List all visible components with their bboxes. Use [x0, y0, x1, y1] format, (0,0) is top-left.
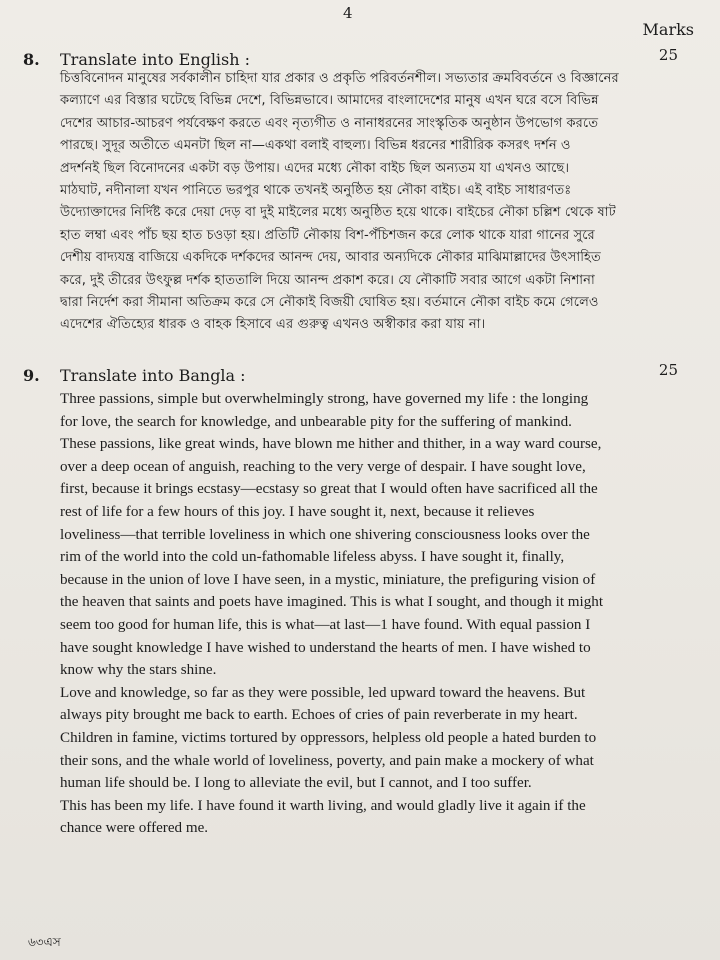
question-8-bangla-passage — [60, 68, 619, 337]
passage-line: for love, the search for knowledge, and unbearable pity for the suffering of mankind. — [60, 413, 572, 430]
question-9-title: Translate into Bangla : — [60, 366, 246, 385]
passage-line: মাঠঘাট, নদীনালা যখন পানিতে ভরপুর থাকে তখনই অনুষ্ঠিত হয় নৌকা বাইচ। এই বাইচ সাধারণতঃ — [60, 183, 572, 199]
passage-line: the heaven that saints and poets have imagined. This is what I sought, and though it might — [60, 594, 604, 611]
passage-line: চিত্তবিনোদন মানুষের সর্বকালীন চাহিদা যার প্রকার ও প্রকৃতি পরিবর্তনশীল। সভ্যতার ক্রমবিবর্তনে ও বিজ্ঞানের — [60, 71, 619, 86]
passage-line: know why the stars shine. — [60, 662, 217, 679]
footer-code: ৬৩এস — [28, 935, 61, 949]
passage-line: Three passions, simple but overwhelmingly strong, have governed my life : the longing — [60, 391, 589, 407]
passage-line: This has been my life. I have found it warth living, and would gladly live it again if the — [60, 797, 586, 814]
passage-line: Love and knowledge, so far as they were possible, led upward toward the heavens. But — [60, 684, 586, 701]
passage-line: human life should be. I long to alleviate the evil, but I cannot, and I too suffer. — [60, 775, 532, 792]
passage-line: দেশীয় বাদ্যযন্ত্র বাজিয়ে একদিকে দর্শকদের আনন্দ দেয়, আবার অন্যদিকে নৌকার মাঝিমাল্লাদের উৎসাহিত — [60, 250, 601, 266]
page-number: 4 — [343, 4, 353, 22]
passage-line: এদেশের ঐতিহ্যের ধারক ও বাহক হিসাবে এর গুরুত্ব এখনও অস্বীকার করা যায় না। — [60, 317, 486, 333]
passage-line: পারছে। সুদূর অতীতে এমনটা ছিল না—একথা বলাই বাহুল্য। বিভিন্ন ধরনের শারীরিক কসরৎ দর্শন ও — [60, 138, 571, 154]
passage-line: always pity brought me back to earth. Echoes of cries of pain reverberate in my heart. — [60, 707, 578, 724]
question-9-marks: 25 — [658, 361, 678, 379]
passage-line: have sought knowledge I have wished to understand the hearts of men. I have wished to — [60, 639, 591, 656]
marks-column-header: Marks — [642, 20, 694, 39]
passage-line: rest of life for a few hours of this joy. I have sought it, next, because it relieves — [60, 503, 535, 520]
passage-line: করে, দুই তীরের উৎফুল্ল দর্শক হাততালি দিয়ে আনন্দ প্রকাশ করে। যে নৌকাটি সবার আগে একটা নিশানা — [60, 272, 595, 288]
question-9-number: 9. — [23, 366, 40, 385]
passage-line: chance were offered me. — [60, 820, 209, 837]
passage-line: These passions, like great winds, have blown me hither and thither, in a way ward course, — [60, 436, 602, 453]
passage-line: because in the union of love I have seen, in a mystic, miniature, the prefiguring vision of — [60, 571, 596, 588]
passage-line: উদ্যোক্তাদের নির্দিষ্ট করে দেয়া দেড় বা দুই মাইলের মধ্যে অনুষ্ঠিত হয়ে থাকে। বাইচের নৌকা চল্লিশ থেকে ষাট — [60, 205, 616, 221]
passage-line: দ্বারা নির্দেশ করা সীমানা অতিক্রম করে সে নৌকাই বিজয়ী ঘোষিত হয়। বর্তমানে নৌকা বাইচ কমে গেলেও — [60, 295, 599, 311]
passage-line: loveliness—that terrible loveliness in which one shivering consciousness looks over the — [60, 526, 590, 543]
passage-line: প্রদর্শনই ছিল বিনোদনের একটা বড় উপায়। এদের মধ্যে নৌকা বাইচ ছিল অন্যতম যা এখনও আছে। — [60, 160, 570, 176]
passage-line: seem too good for human life, this is what—at last—1 have found. With equal passion I — [60, 616, 591, 633]
passage-line: Children in famine, victims tortured by oppressors, helpless old people a hated burden to — [60, 729, 597, 746]
passage-line: কল্যাণে এর বিস্তার ঘটেছে বিভিন্ন দেশে, বিভিন্নভাবে। আমাদের বাংলাদেশের মানুষ এখন ঘরে বসে বিভিন্ন — [60, 93, 599, 109]
passage-line: first, because it brings ecstasy—ecstasy so great that I would often have sacrificed all the — [60, 481, 598, 498]
passage-line: হাত লম্বা এবং পাঁচ ছয় হাত চওড়া হয়। প্রতিটি নৌকায় বিশ-পঁচিশজন করে লোক থাকে যারা গানের সুরে — [60, 227, 595, 243]
question-8-marks: 25 — [658, 46, 678, 64]
question-9-english-passage — [60, 388, 603, 840]
passage-line: over a deep ocean of anguish, reaching to the very verge of despair. I have sought love, — [60, 458, 586, 475]
passage-line: their sons, and the whale world of loveliness, poverty, and pain make a mockery of what — [60, 752, 594, 769]
passage-line: rim of the world into the cold un-fathomable lifeless abyss. I have sought it, finally, — [60, 549, 565, 566]
question-8-title: Translate into English : — [60, 50, 251, 69]
question-8-number: 8. — [23, 50, 40, 69]
passage-line: দেশের আচার-আচরণ পর্যবেক্ষণ করতে এবং নৃত্যগীত ও নানাধরনের সাংস্কৃতিক অনুষ্ঠান উপভোগ করতে — [60, 115, 599, 131]
